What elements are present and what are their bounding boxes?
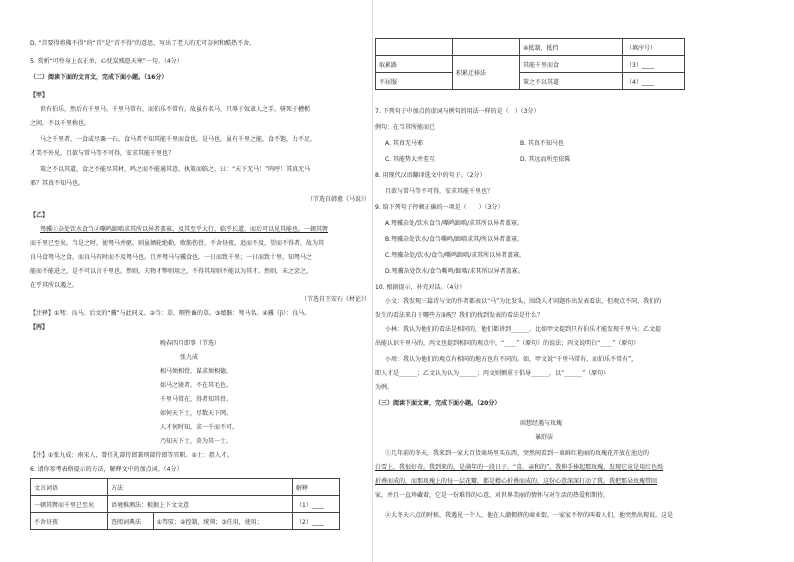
table-row bbox=[31, 479, 340, 496]
table-header: 方法 bbox=[108, 479, 293, 496]
table-cell: 积累迁移法 bbox=[453, 56, 520, 90]
answer-blank[interactable]: （4）____ bbox=[623, 73, 685, 90]
passage-jia-label: 【甲】 bbox=[30, 92, 49, 99]
article-paragraph: ①几年前的冬天，我来到一家大百货商场里买东西，突然间看到一束鲜红艳丽的玫瑰花开放在池边的 bbox=[385, 450, 650, 457]
passage-yi-text: 良马食驽马之食，而良马有时而不及驽马也。且并驽马与骥食也，一日而致千里；一日而致十里。知驽马之 bbox=[30, 254, 313, 261]
passage-yi-label: 【乙】 bbox=[30, 212, 49, 219]
passage-yi-text: 驽骥①杂处饮水食刍②嘶鸣蹄啮求其所以异者盖寡。及其至乎大行、临乎长道，而后可以见其能也。一顿其辔 bbox=[40, 226, 329, 233]
article-title: 雨想经遇与玫瑰 bbox=[520, 420, 563, 427]
passage-yi-text: 能而不能进之，是不可以言千里也。然则，夫物才弊则用之，不得其用则不能以为其才。然则，未之尝之， bbox=[30, 268, 313, 275]
option-d: D. “首要得将佛不得”的“首”是“首不得”的意思，写出了老人的无可奈何和酷热不舍。 bbox=[30, 40, 256, 47]
table-header: 解释 bbox=[293, 479, 340, 496]
passage-jia-text: 之间，不以千里称也。 bbox=[30, 120, 91, 127]
option-d[interactable]: D.驽骥杂处饮水/食刍嘶鸣/蹄啮/求其所以异者盖寡。 bbox=[385, 268, 524, 275]
passage-yi-source: （节选自王安石《材论》） bbox=[300, 296, 370, 303]
answer-blank[interactable]: （3）____ bbox=[623, 56, 685, 73]
table-cell: 一顿其辔而千里已至矣 bbox=[31, 496, 108, 513]
dialogue-line: 发生的看法来自于哪些方面呢？我们的找到发表的看法是什么？ bbox=[375, 312, 544, 319]
passage-jia-text: 邪？其真不知马也。 bbox=[30, 180, 85, 187]
poem-line: 如何天下士，尽数天下网。 bbox=[160, 410, 233, 417]
table-header: 文言词语 bbox=[31, 479, 108, 496]
passage-jia-text: 马之千里者，一食或尽粟一石。食马者不知其能千里而食也。是马也，虽有千里之能，食不饱，力不足， bbox=[40, 136, 317, 143]
question-9: 9. 给下列句子停顿正确的一项是（ ）（3分） bbox=[375, 204, 504, 211]
poem-line: 乃知天下士，莫为其一士。 bbox=[160, 438, 233, 445]
poem-line: 相马须相骨，谋求须相德。 bbox=[160, 368, 233, 375]
table-cell: （填序号） bbox=[623, 39, 685, 56]
passage-yi-text: 在乎其所以遇之。 bbox=[30, 282, 79, 289]
option-c[interactable]: C.驽骥杂处/饮水/食刍/嘶鸣蹄啮/求其所以异者盖寡。 bbox=[385, 252, 526, 259]
article-paragraph: 白雪上，我很好奇。我到来的，是满年的一段日子，“喜，亲和的”。我伸手捧起那玫瑰，发现它竟是用红色纸 bbox=[375, 464, 664, 471]
table-cell: ①驾驭；②控制，统领；③任用，使用； bbox=[153, 513, 292, 530]
question-8: 8. 用现代汉语翻译选文中的句子。（2分） bbox=[375, 172, 486, 179]
table-row bbox=[31, 513, 340, 530]
table-cell: 策之不以其道 bbox=[520, 73, 623, 90]
word-method-table bbox=[30, 478, 340, 530]
table-cell bbox=[376, 39, 453, 56]
table-cell: 不舍昼夜 bbox=[31, 513, 108, 530]
table-cell: 查阅词典法 bbox=[108, 513, 154, 530]
dialogue-line: 即人才是______；乙文认为认为______；丙文则侧重于倡导______，以“______”（原句） bbox=[375, 370, 610, 377]
question-7: 7. 下列句子中加点的虚词与例句的用法一样的是（ ）（3分） bbox=[375, 108, 540, 115]
table-cell: 语境推测法：根据上下文文意 bbox=[108, 496, 293, 513]
section-2-heading: （二）阅读下面的文言文，完成下面小题。（16分） bbox=[30, 74, 168, 81]
word-method-table-continued bbox=[375, 38, 685, 90]
dialogue-line: 小周：我认为他们的观点有相同的地方也有不同的。如，甲文说“千里马常有，而伯乐不常有”， bbox=[385, 356, 638, 363]
option-a[interactable]: A.驽骥杂处/饮水食刍/嘶鸣蹄啮/求其所以异者盖寡。 bbox=[385, 220, 523, 227]
option-b[interactable]: B.驽骥杂处饮水/食刍嘶鸣/蹄啮求其/所以异者盖寡。 bbox=[385, 236, 524, 243]
annotation-2: 【注】①张九成：南宋人，曾任礼部侍郎兼刑部侍郎等官职。②士：指人才。 bbox=[30, 452, 233, 459]
table-cell: 取累路 bbox=[376, 56, 453, 73]
article-author: 暴舒洁 bbox=[535, 434, 554, 441]
table-cell: 不屈服 bbox=[376, 73, 453, 90]
table-cell: 其能千里而食 bbox=[520, 56, 623, 73]
table-cell bbox=[453, 39, 520, 56]
answer-blank[interactable]: （1）____ bbox=[293, 496, 340, 513]
dialogue-line: 为例。 bbox=[375, 384, 394, 391]
option-a[interactable]: A. 其真无马邪 bbox=[385, 140, 423, 147]
section-3-heading: （三）阅读下面文章，完成下面小题。（20分） bbox=[375, 400, 501, 407]
passage-yi-text: 而千里已至矣。当是之时，使驽马并驱，则虽倾轮绝勒，败筋伤骨，不舍昼夜，追而不及，望而不得者，故为其 bbox=[30, 240, 325, 247]
option-d[interactable]: D. 其远而所至依陈 bbox=[520, 156, 571, 163]
poem-author: 张九成 bbox=[180, 354, 199, 361]
question-10: 10. 根据提示，补充对话。（4分） bbox=[375, 284, 466, 291]
question-7-example: 例句：在当其所能而已 bbox=[375, 124, 436, 131]
annotation-1: 【注释】①驽：良马。后文的“骥”与此同义。②刍：草，喂牲畜的草。③嬉骸：驽马名。④骥（jì）：良马。 bbox=[30, 310, 311, 317]
poem-line: 如马之骏者，不在其毛色。 bbox=[160, 382, 233, 389]
passage-bing-label: 【丙】 bbox=[30, 324, 49, 331]
table-row bbox=[376, 39, 685, 56]
table-row bbox=[376, 56, 685, 73]
dialogue-line: 小林：我认为他们的看法是相同的，他们都讲到______，比如甲文提到只有伯乐才能发现千里马；乙文提 bbox=[385, 326, 662, 333]
answer-blank[interactable]: （2）____ bbox=[293, 513, 340, 530]
dialogue-line: 出能认识千里马的，丙文也提到相同的观点中，“____”（原句）的说法；丙文说明白“____”（原句） bbox=[375, 340, 640, 347]
passage-jia-text: 才美不外见，且欲与常马等不可得，安求其能千里也？ bbox=[30, 150, 175, 157]
article-paragraph: 折叠而成的，而那玫瑰上的每一层花瓣，都是精心折叠而成的，这份心意深深打动了我，我把那朵玫瑰带回 bbox=[375, 478, 658, 485]
poem-line: 千里马常在，得者知其骨。 bbox=[160, 396, 233, 403]
passage-jia-text: 策之不以其道，食之不能尽其材，鸣之而不能通其意，执策而临之，曰：“天下无马！”呜呼！其真无马 bbox=[40, 166, 311, 173]
passage-jia-source: （节选自韩愈《马说》） bbox=[306, 196, 370, 203]
column-divider bbox=[372, 0, 373, 562]
question-8-sentence: 且欲与常马等不可得，安求其能千里也？ bbox=[385, 188, 494, 195]
table-cell: ④抵制，抵挡 bbox=[520, 39, 623, 56]
option-c[interactable]: C. 其能势大并差互 bbox=[385, 156, 436, 163]
passage-jia-text: 世有伯乐，然后有千里马。千里马常有，而伯乐不常有。故虽有名马，只辱于奴隶人之手，骈死于槽枥 bbox=[40, 106, 311, 113]
article-paragraph: ②大冬天六点的时候，我遇见一个人，他在人潮拥挤的商业街，一家家不停的叫着人们，他突然出现说。这是 bbox=[385, 512, 674, 519]
dialogue-line: 小文：我发现三篇诗与文的作者都表以“马”为比发头，围绕人才问题作出发表看法，但观点不同，我们的 bbox=[385, 298, 662, 305]
option-b[interactable]: B. 其真不知马也 bbox=[520, 140, 564, 147]
poem-title: 晚春四月即事（节选） bbox=[160, 340, 221, 347]
table-row bbox=[376, 73, 685, 90]
question-6: 6. 请你参考表格提示的方法，解释文中的加点词。（4分） bbox=[30, 466, 183, 473]
question-5: 5. 赏析“可怜身上衣正单，心忧炭贱愿天寒”一句。（4分） bbox=[30, 58, 183, 65]
table-row bbox=[31, 496, 340, 513]
article-paragraph: 家，并且一直珍藏着，它是一份难得的心意，对世界美丽的情怀与对生活的热爱和期待。 bbox=[375, 492, 610, 499]
poem-line: 人才何时知，求一千而不可。 bbox=[160, 424, 239, 431]
